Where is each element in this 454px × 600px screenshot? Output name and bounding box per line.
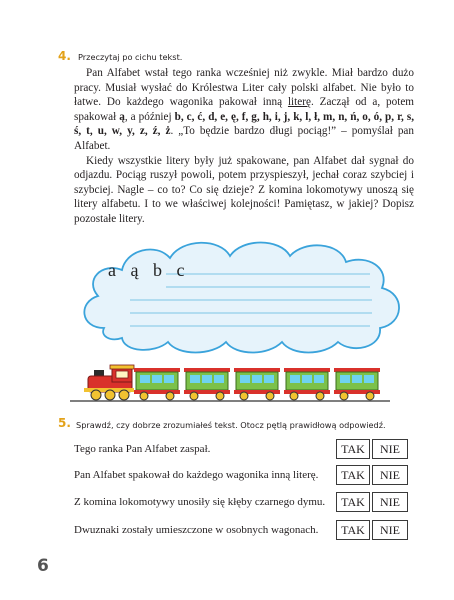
- question-text: Z komina lokomotywy unosiły się kłęby czarnego dymu.: [74, 496, 326, 508]
- question-text: Tego ranka Pan Alfabet zaspał.: [74, 443, 211, 455]
- story-paragraph-2: Kiedy wszystkie litery były już spakowane, pan Alfabet dał sygnał do odjazdu. Pociąg ruszył powoli, potem przyspieszył, jechał coraz szybciej i szybciej. Nagle – co to? Co się dzieje? Z komina lokomotywy unoszą się litery alfabetu. I to we właściwej kolejności! Pamiętasz, w jakiej? Dopisz pozostałe litery.: [74, 154, 414, 225]
- cloud-letters: a ą b c: [108, 260, 190, 280]
- wagon-3: [234, 368, 280, 400]
- question-row: [74, 520, 410, 540]
- question-row: [74, 465, 410, 485]
- answer-no-option[interactable]: NIE: [372, 492, 408, 512]
- question-text: Pan Alfabet spakował do każdego wagonika inną literę.: [74, 469, 319, 481]
- smoke-cloud-illustration: [70, 232, 418, 358]
- answer-no-option[interactable]: NIE: [372, 439, 408, 459]
- page-number: 6: [37, 556, 49, 576]
- answer-yes-option[interactable]: TAK: [336, 520, 370, 540]
- underlined-word: literę: [287, 96, 311, 109]
- question-row: [74, 439, 410, 459]
- exercise-5-number: 5.: [58, 416, 71, 430]
- alphabet-letters: b, c, ć, d, e, ę, f, g, h, i, j, k, l, ł, m, n, ń, o, ó, p, r, s, ś, t, u, w, y, z, ź, ż: [74, 110, 414, 138]
- answer-yes-option[interactable]: TAK: [336, 492, 370, 512]
- question-row: [74, 492, 410, 512]
- story-text: [74, 66, 414, 227]
- answer-no-option[interactable]: NIE: [372, 520, 408, 540]
- wagon-5: [334, 368, 380, 400]
- exercise-5-instruction: Sprawdź, czy dobrze zrozumiałeś tekst. Otocz pętlą prawidłową odpowiedź.: [76, 420, 386, 430]
- locomotive: [84, 365, 134, 400]
- exercise-4-number: 4.: [58, 49, 71, 63]
- story-paragraph-1: Pan Alfabet wstał tego ranka wcześniej niż zwykle. Miał bardzo dużo pracy. Musiał wysłać do Królestwa Liter cały polski alfabet. Nie było to łatwe. Do każdego wagonika pakował inną literę. Zaczął od a, potem spakował ą, a później b, c, ć, d, e, ę, f, g, h, i, j, k, l, ł, m, n, ń, o, ó, p, r, s, ś, t, u, w, y, z, ź, ż. „To będzie bardzo długi pociąg!” – pomyślał pan Alfabet.: [74, 67, 415, 152]
- answer-yes-option[interactable]: TAK: [336, 439, 370, 459]
- question-text: Dwuznaki zostały umieszczone w osobnych wagonach.: [74, 524, 319, 536]
- answer-yes-option[interactable]: TAK: [336, 465, 370, 485]
- answer-no-option[interactable]: NIE: [372, 465, 408, 485]
- wagon-4: [284, 368, 330, 400]
- train-illustration: [70, 362, 390, 404]
- exercise-4-instruction: Przeczytaj po cichu tekst.: [78, 52, 183, 62]
- wagon-2: [184, 368, 230, 400]
- wagon-1: [134, 368, 180, 400]
